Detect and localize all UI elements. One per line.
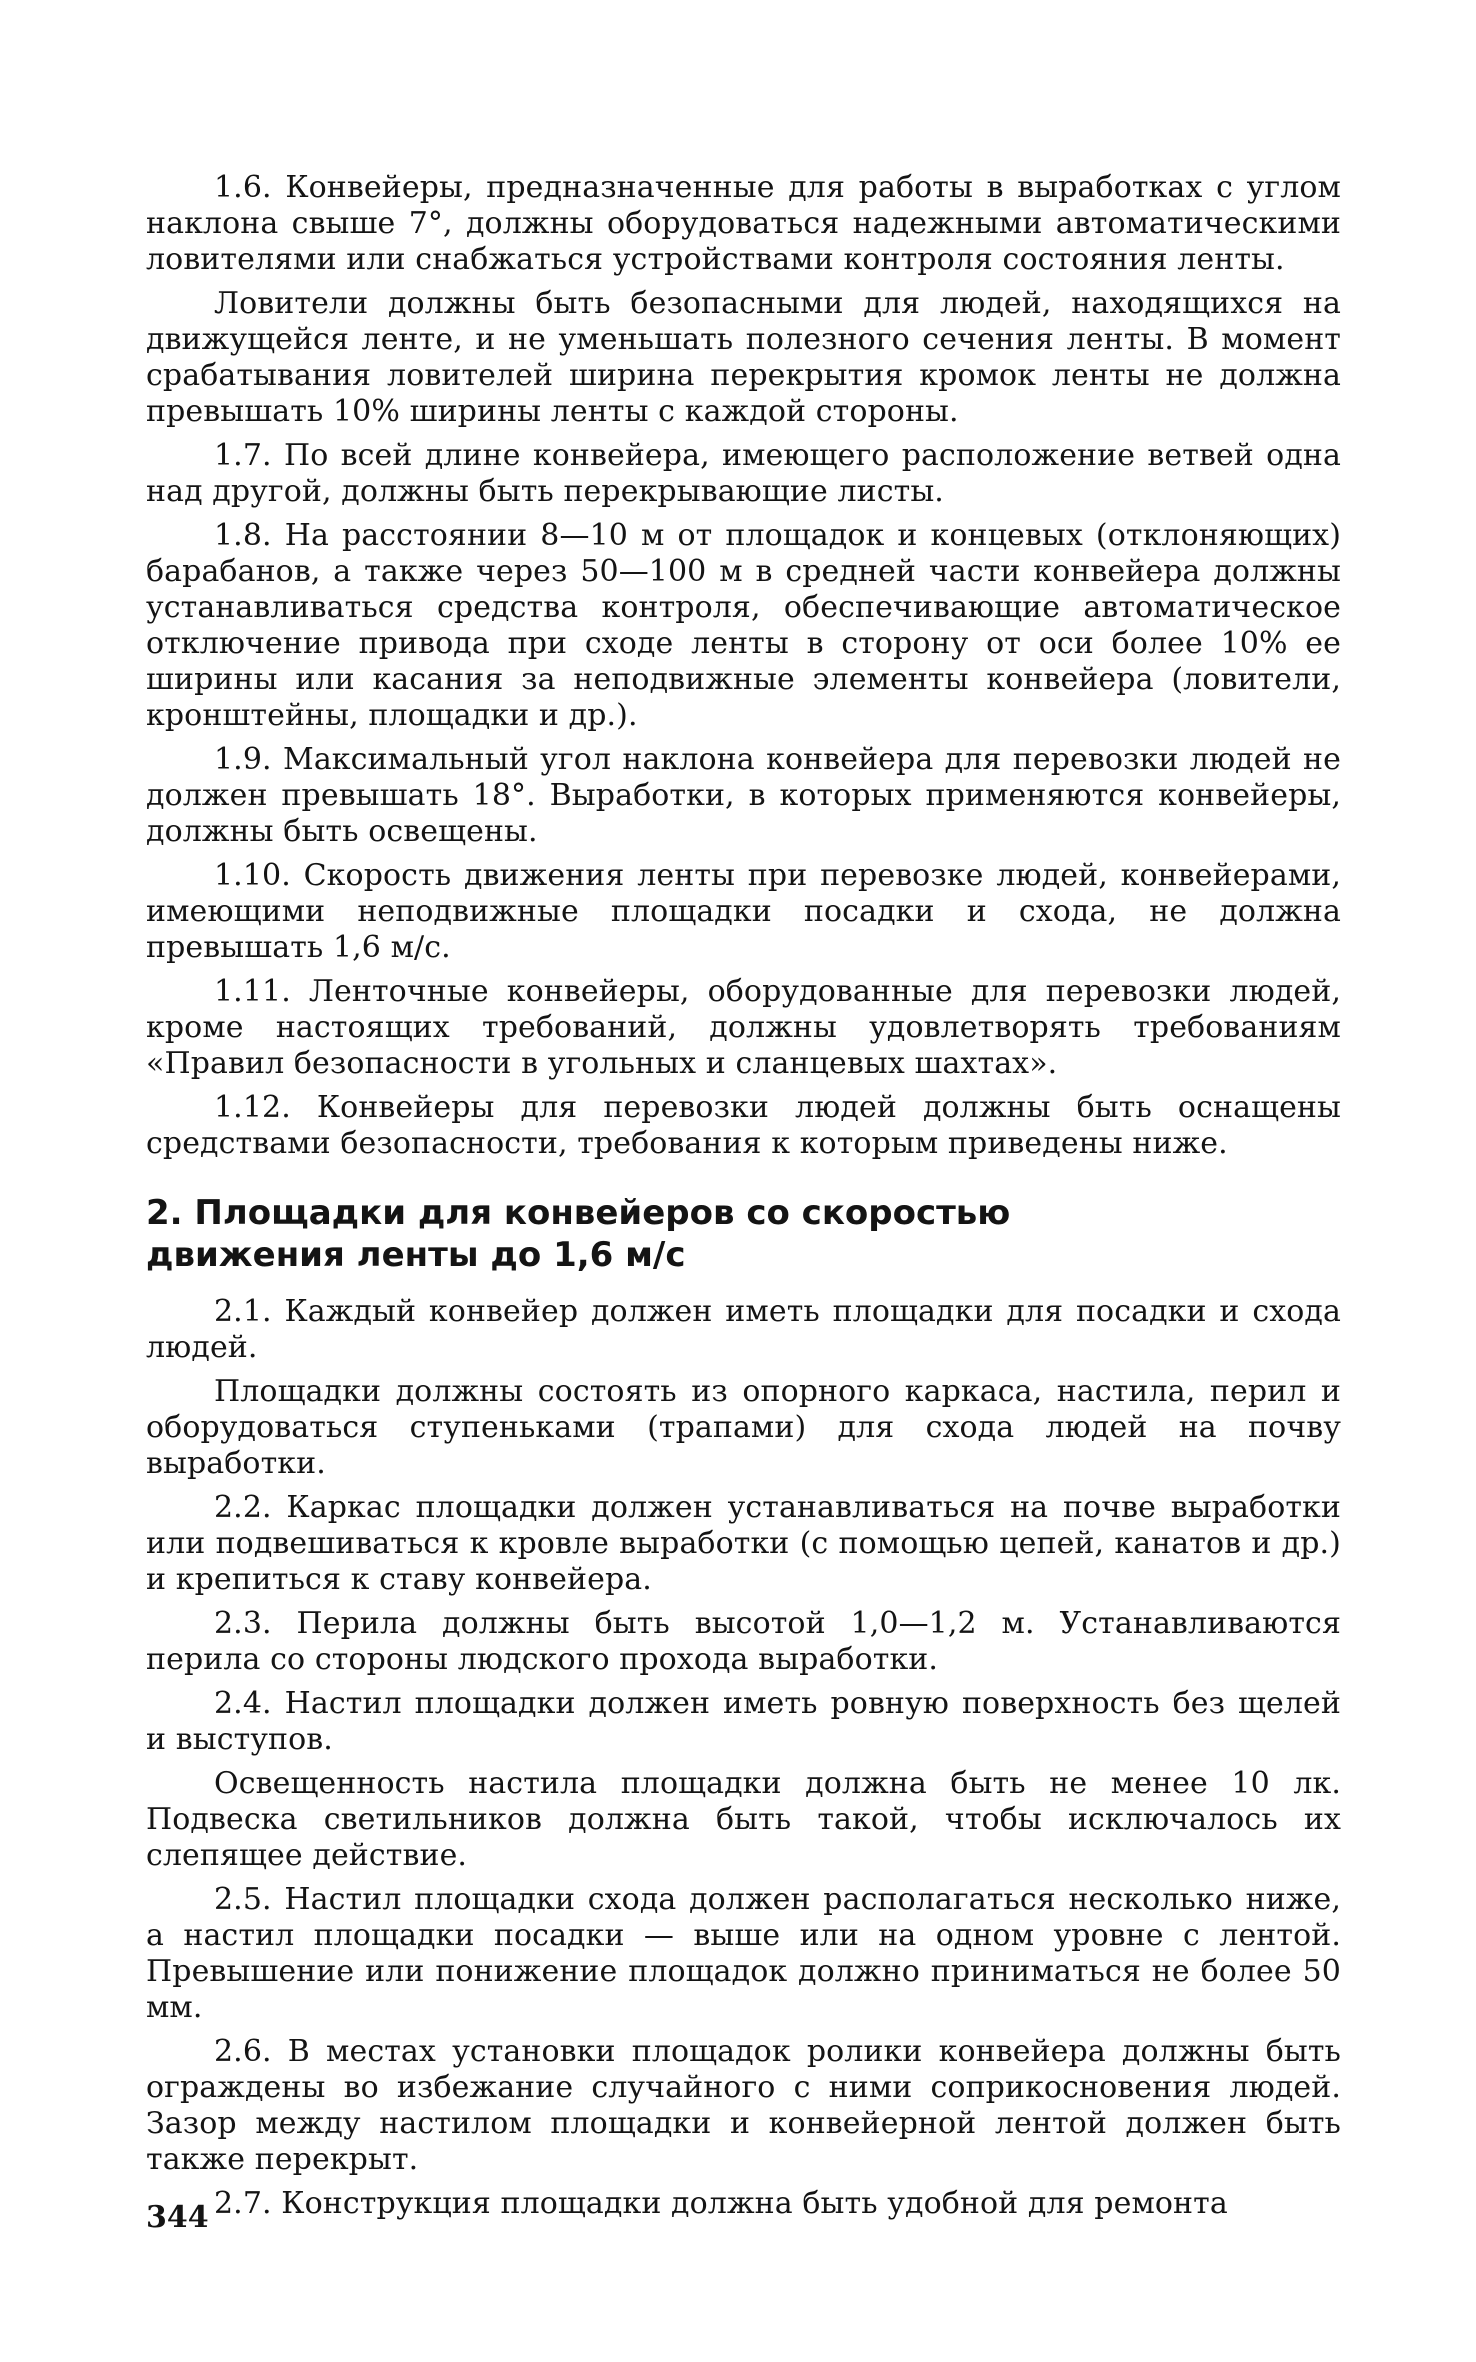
paragraph-2-6: 2.6. В местах установки площадок ролики конвейера должны быть ограждены во избежание случайного с ними соприкосновения людей. Зазор между настилом площадки и конвейерной лентой должен быть также перекрыт. — [146, 2034, 1341, 2177]
paragraph-1-12: 1.12. Конвейеры для перевозки людей должны быть оснащены средствами безопасности, требования к которым приведены ниже. — [146, 1090, 1341, 1161]
section-2-heading-line-1: 2. Площадки для конвейеров со скоростью — [146, 1193, 1011, 1233]
paragraph-1-6: 1.6. Конвейеры, предназначенные для работы в выработках с углом наклона свыше 7°, должны оборудоваться надежными автоматическими ловителями или снабжаться устройствами контроля состояния ленты. — [146, 170, 1341, 277]
paragraph-2-2: 2.2. Каркас площадки должен устанавливаться на почве выработки или подвешиваться к кровле выработки (с помощью цепей, канатов и др.) и крепиться к ставу конвейера. — [146, 1490, 1341, 1597]
paragraph-1-8: 1.8. На расстоянии 8—10 м от площадок и концевых (отклоняющих) барабанов, а также через 50—100 м в средней части конвейера должны устанавливаться средства контроля, обеспечивающие автоматическое отключение привода при сходе ленты в сторону от оси более 10% ее ширины или касания за неподвижные элементы конвейера (ловители, кронштейны, площадки и др.). — [146, 518, 1341, 733]
paragraph-catchers: Ловители должны быть безопасными для людей, находящихся на движущейся ленте, и не уменьшать полезного сечения ленты. В момент срабатывания ловителей ширина перекрытия кромок ленты не должна превышать 10% ширины ленты с каждой стороны. — [146, 286, 1341, 429]
document-page — [146, 170, 1341, 2230]
paragraph-2-7: 2.7. Конструкция площадки должна быть удобной для ремонта — [214, 2186, 1228, 2221]
paragraph-1-9: 1.9. Максимальный угол наклона конвейера для перевозки людей не должен превышать 18°. Выработки, в которых применяются конвейеры, должны быть освещены. — [146, 742, 1341, 849]
section-2-heading — [146, 1192, 1341, 1276]
paragraph-2-4: 2.4. Настил площадки должен иметь ровную поверхность без щелей и выступов. — [146, 1686, 1341, 1757]
section-2-heading-line-2: движения ленты до 1,6 м/с — [146, 1235, 686, 1275]
paragraph-1-10: 1.10. Скорость движения ленты при перевозке людей, конвейерами, имеющими неподвижные площадки посадки и схода, не должна превышать 1,6 м/с. — [146, 858, 1341, 965]
paragraph-2-3: 2.3. Перила должны быть высотой 1,0—1,2 м. Устанавливаются перила со стороны людского прохода выработки. — [146, 1606, 1341, 1677]
paragraph-2-1: 2.1. Каждый конвейер должен иметь площадки для посадки и схода людей. — [146, 1294, 1341, 1365]
paragraph-2-5: 2.5. Настил площадки схода должен располагаться несколько ниже, а настил площадки посадки — выше или на одном уровне с лентой. Превышение или понижение площадок должно приниматься не более 50 мм. — [146, 1882, 1341, 2025]
page-number: 344 — [146, 2200, 209, 2235]
paragraph-1-7: 1.7. По всей длине конвейера, имеющего расположение ветвей одна над другой, должны быть перекрывающие листы. — [146, 438, 1341, 509]
paragraph-illumination: Освещенность настила площадки должна быть не менее 10 лк. Подвеска светильников должна быть такой, чтобы исключалось их слепящее действие. — [146, 1766, 1341, 1873]
paragraph-1-11: 1.11. Ленточные конвейеры, оборудованные для перевозки людей, кроме настоящих требований, должны удовлетворять требованиям «Правил безопасности в угольных и сланцевых шахтах». — [146, 974, 1341, 1081]
paragraph-platform-composition: Площадки должны состоять из опорного каркаса, настила, перил и оборудоваться ступеньками (трапами) для схода людей на почву выработки. — [146, 1374, 1341, 1481]
